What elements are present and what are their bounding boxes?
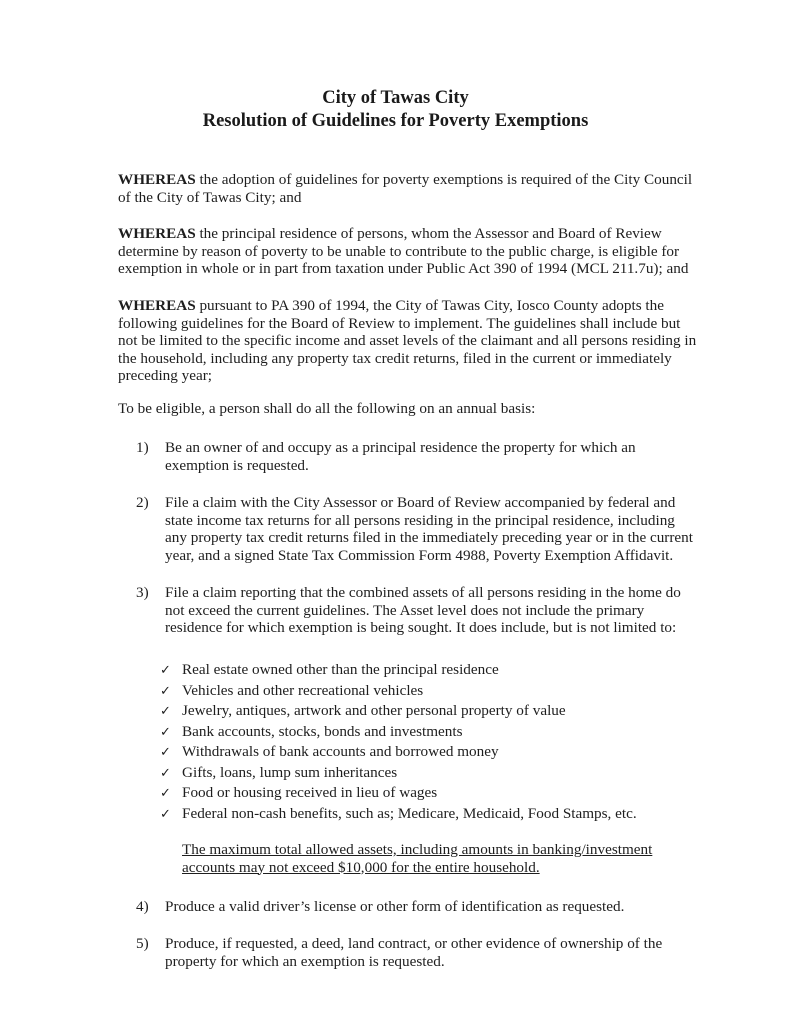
checkmark-icon: ✓ <box>160 745 171 760</box>
asset-checklist <box>160 660 700 824</box>
requirement-text: File a claim with the City Assessor or Board of Review accompanied by federal and state income tax returns for all persons residing in the principal residence, including any property tax credit returns filed in the immediately preceding year or in the current year, and a signed State Tax Commission Form 4988, Poverty Exemption Affidavit. <box>165 494 693 564</box>
requirement-3 <box>136 584 696 637</box>
checkmark-icon: ✓ <box>160 765 171 781</box>
document-subtitle: Resolution of Guidelines for Poverty Exemptions <box>202 111 589 131</box>
requirement-text: Be an owner of and occupy as a principal residence the property for which an exemption is requested. <box>165 439 636 474</box>
whereas-text: the adoption of guidelines for poverty exemptions is required of the City Council of the City of Tawas City; and <box>118 171 693 206</box>
whereas-text: the principal residence of persons, whom the Assessor and Board of Review determine by reason of poverty to be unable to contribute to the public charge, is eligible for exemption in whole or in part from taxation under Public Act 390 of 1994 (MCL 211.7u); and <box>118 225 689 278</box>
requirement-number: 1) <box>136 439 149 456</box>
checkmark-icon: ✓ <box>160 663 171 678</box>
asset-item: ✓ Jewelry, antiques, artwork and other personal property of value <box>160 701 700 722</box>
requirement-4 <box>136 898 696 916</box>
title-block <box>0 87 791 133</box>
checkmark-icon: ✓ <box>160 683 171 699</box>
eligibility-intro: To be eligible, a person shall do all the following on an annual basis: <box>118 400 536 417</box>
asset-item: ✓ Vehicles and other recreational vehicles <box>160 681 700 702</box>
requirement-number: 5) <box>136 935 149 952</box>
asset-limit-note: The maximum total allowed assets, including amounts in banking/investment accounts may not exceed $10,000 for the entire household. <box>182 841 653 876</box>
whereas-lead: WHEREAS <box>118 297 196 314</box>
requirement-5 <box>136 935 696 970</box>
whereas-lead: WHEREAS <box>118 171 196 188</box>
requirement-number: 3) <box>136 584 149 601</box>
whereas-lead: WHEREAS <box>118 225 196 242</box>
whereas-paragraph-3 <box>118 297 698 385</box>
requirement-2 <box>136 494 696 564</box>
requirement-text: Produce a valid driver’s license or other form of identification as requested. <box>165 898 625 915</box>
whereas-text: pursuant to PA 390 of 1994, the City of Tawas City, Iosco County adopts the following guidelines for the Board of Review to implement. The guidelines shall include but not be limited to the specific income and asset levels of the claimant and all persons residing in the household, including any property tax credit returns, filed in the current or immediately preceding year; <box>118 297 697 385</box>
whereas-paragraph-2 <box>118 225 698 278</box>
asset-item: ✓ Food or housing received in lieu of wages <box>160 783 700 804</box>
checkmark-icon: ✓ <box>160 724 171 740</box>
asset-item: ✓ Gifts, loans, lump sum inheritances <box>160 763 700 784</box>
asset-item: ✓ Bank accounts, stocks, bonds and investments <box>160 722 700 743</box>
asset-item: ✓ Real estate owned other than the principal residence <box>160 660 700 681</box>
requirement-number: 4) <box>136 898 149 915</box>
checkmark-icon: ✓ <box>160 704 171 719</box>
document-title: City of Tawas City <box>322 88 469 108</box>
checkmark-icon: ✓ <box>160 786 171 801</box>
asset-item: ✓ Federal non-cash benefits, such as; Medicare, Medicaid, Food Stamps, etc. <box>160 804 700 825</box>
checkmark-icon: ✓ <box>160 806 171 822</box>
requirement-number: 2) <box>136 494 149 511</box>
requirement-text: File a claim reporting that the combined assets of all persons residing in the home do not exceed the current guidelines. The Asset level does not include the primary residence for which exemption is being sought. It does include, but is not limited to: <box>165 584 681 637</box>
whereas-paragraph-1 <box>118 171 698 206</box>
requirement-text: Produce, if requested, a deed, land contract, or other evidence of ownership of the property for which an exemption is requested. <box>165 935 663 970</box>
asset-item: ✓ Withdrawals of bank accounts and borrowed money <box>160 742 700 763</box>
requirement-1 <box>136 439 696 474</box>
